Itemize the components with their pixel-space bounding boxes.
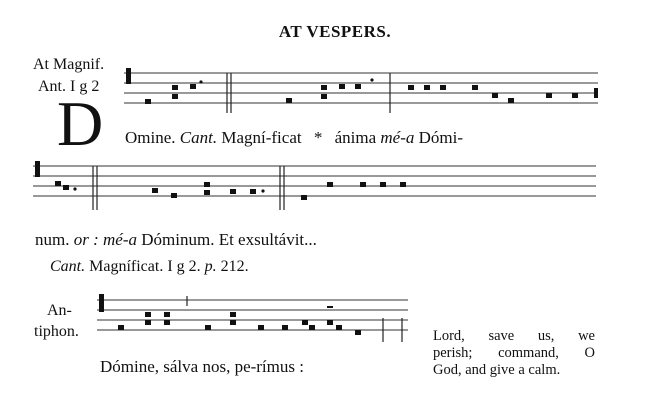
antiphon2-label-line1: An- bbox=[47, 302, 72, 319]
antiphon-label-line2: Ant. I g 2 bbox=[38, 78, 100, 95]
page-title: AT VESPERS. bbox=[278, 22, 392, 41]
staff-3 bbox=[97, 294, 408, 342]
lyric-line-2: num. or : mé-a Dóminum. Et exsultávit... bbox=[35, 230, 317, 249]
antiphon2-lyrics: Dómine, sálva nos, pe-rímus : bbox=[100, 357, 304, 376]
translation-text: Lord, save us, we perish; command, O God, and give a calm. bbox=[433, 328, 595, 378]
lyric-line-1: Omine. Cant. Magní-ficat * ánima mé-a Dómi- bbox=[125, 128, 464, 147]
antiphon2-label-line2: tiphon. bbox=[34, 323, 79, 340]
canticle-reference: Cant. Magníficat. I g 2. p. 212. bbox=[50, 258, 249, 275]
staff-2 bbox=[33, 161, 596, 210]
drop-capital: D bbox=[57, 88, 104, 159]
staff-1 bbox=[124, 68, 598, 113]
antiphon-label-line1: At Magnif. bbox=[33, 56, 105, 73]
